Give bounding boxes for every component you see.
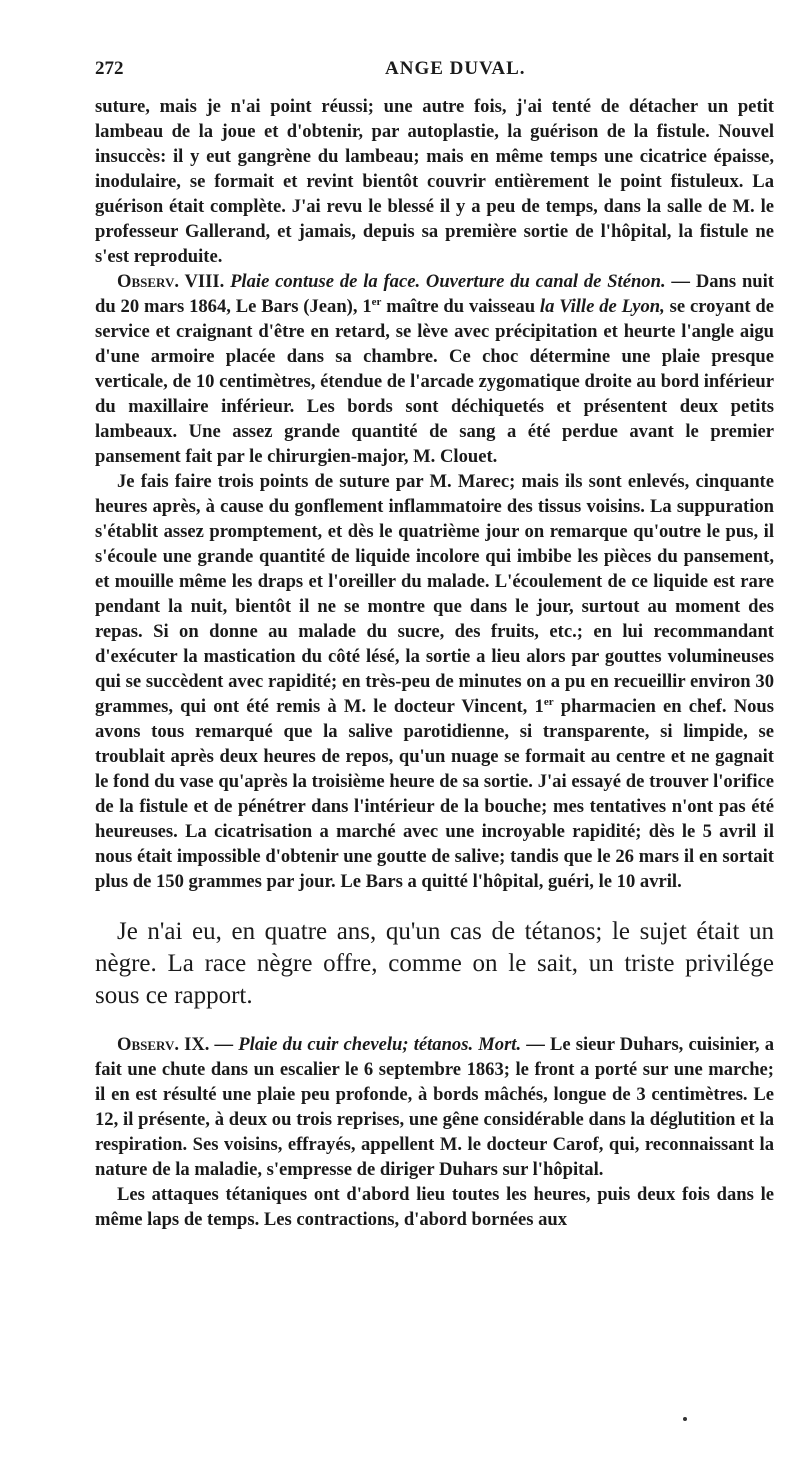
observation-viii-label: Observ. VIII. <box>117 271 225 292</box>
paragraph-text-a: Je fais faire trois points de suture par M. Marec; mais ils sont enlevés, cinquante heures après, à cause du gonflement inflammatoire des tissus voisins. La suppuration s'établit assez promptement, et dès le quatrième jour on remarque qu'outre le pus, il s'écoule une grande quantité de liquide incolore qui imbibe les pièces du pansement, et mouille même les draps et l'oreiller du malade. L'écoulement de ce liquide est rare pendant la nuit, bientôt il ne se montre que dans le jour, surtout au moment des repas. Si on donne au malade du sucre, des fruits, etc.; en lui recommandant d'exécuter la mastication du côté lésé, la sortie a lieu alors par gouttes volumineuses qui se succèdent avec rapidité; en très-peu de minutes on a pu en recueillir environ 30 grammes, qui ont été remis à M. le docteur Vincent, 1 <box>95 471 774 717</box>
observation-viii-text-c: se croyant de service et craignant d'être en retard, se lève avec précipitation et heurte l'angle aigu d'une armoire placée dans sa chambre. Ce choc détermine une plaie presque verticale, de 10 centimètres, étendue de l'arcade zygomatique droite au bord inférieur du maxillaire inférieur. Les bords sont déchiquetés et présentent deux petits lambeaux. Une assez grande quantité de sang a été perdue avant le premier pansement fait par le chirurgien-major, M. Clouet. <box>95 296 774 467</box>
paragraph-text-b: pharmacien en chef. Nous avons tous remarqué que la salive parotidienne, si transparente, si limpide, se troublait après deux heures de repos, qu'un nuage se formait au centre et ne gagnait le fond du vase qu'après la troisième heure de sa sortie. J'ai essayé de trouver l'orifice de la fistule et de pénétrer dans l'intérieur de la bouche; mes tentatives n'ont pas été heureuses. La cicatrisation a marché avec une incroyable rapidité; dès le 5 avril il nous était impossible d'obtenir une goutte de salive; tandis que le 26 mars il en sortait plus de 150 grammes par jour. Le Bars a quitté l'hôpital, guéri, le 10 avril. <box>95 696 774 892</box>
running-title: ANGE DUVAL. <box>385 58 526 79</box>
observation-viii <box>95 269 774 469</box>
page-number: 272 <box>95 58 124 79</box>
observation-ix-label: Observ. IX. <box>117 1034 210 1055</box>
page-header <box>95 58 774 80</box>
observation-viii-text-a: — Dans nuit du 20 mars 1864, Le Bars (Jean), 1 <box>95 271 774 317</box>
observation-viii-text-b: maître du vaisseau <box>381 296 540 317</box>
observation-ix-title: — Plaie du cuir chevelu; tétanos. Mort. <box>214 1034 522 1055</box>
observation-viii-title: Plaie contuse de la face. Ouverture du canal de Sténon. <box>230 271 666 292</box>
superscript: er <box>371 295 382 308</box>
paragraph-tetanic-attacks: Les attaques tétaniques ont d'abord lieu toutes les heures, puis deux fois dans le même laps de temps. Les contractions, d'abord bornées aux <box>95 1184 774 1230</box>
superscript: er <box>543 695 554 708</box>
ink-speck <box>683 1417 687 1421</box>
paragraph-tetanus-intro: Je n'ai eu, en quatre ans, qu'un cas de tétanos; le sujet était un nègre. La race nègre offre, comme on le sait, un triste privilége sous ce rapport. <box>95 918 774 1009</box>
paragraph-suture-salivary <box>95 469 774 894</box>
observation-ix-text: — Le sieur Duhars, cuisinier, a fait une chute dans un escalier le 6 septembre 1863; le front a porté sur une marche; il en est résulté une plaie peu profonde, à bords mâchés, longue de 3 centimètres. Le 12, il présente, à deux ou trois reprises, une gêne considérable dans la déglutition et la respiration. Ses voisins, effrayés, appellent M. le docteur Carof, qui, reconnaissant la nature de la maladie, s'empresse de diriger Duhars sur l'hôpital. <box>95 1034 774 1180</box>
observation-ix <box>95 1032 774 1182</box>
paragraph-fistula-outcome: suture, mais je n'ai point réussi; une autre fois, j'ai tenté de détacher un petit lambeau de la joue et d'obtenir, par autoplastie, la guérison de la fistule. Nouvel insuccès: il y eut gangrène du lambeau; mais en même temps une cicatrice épaisse, inodulaire, se formait et revint bientôt couvrir entièrement le point fistuleux. La guérison était complète. J'ai revu le blessé il y a peu de temps, dans la salle de M. le professeur Gallerand, et jamais, depuis sa première sortie de l'hôpital, la fistule ne s'est reproduite. <box>95 96 774 267</box>
ship-name: la Ville de Lyon, <box>539 296 665 317</box>
